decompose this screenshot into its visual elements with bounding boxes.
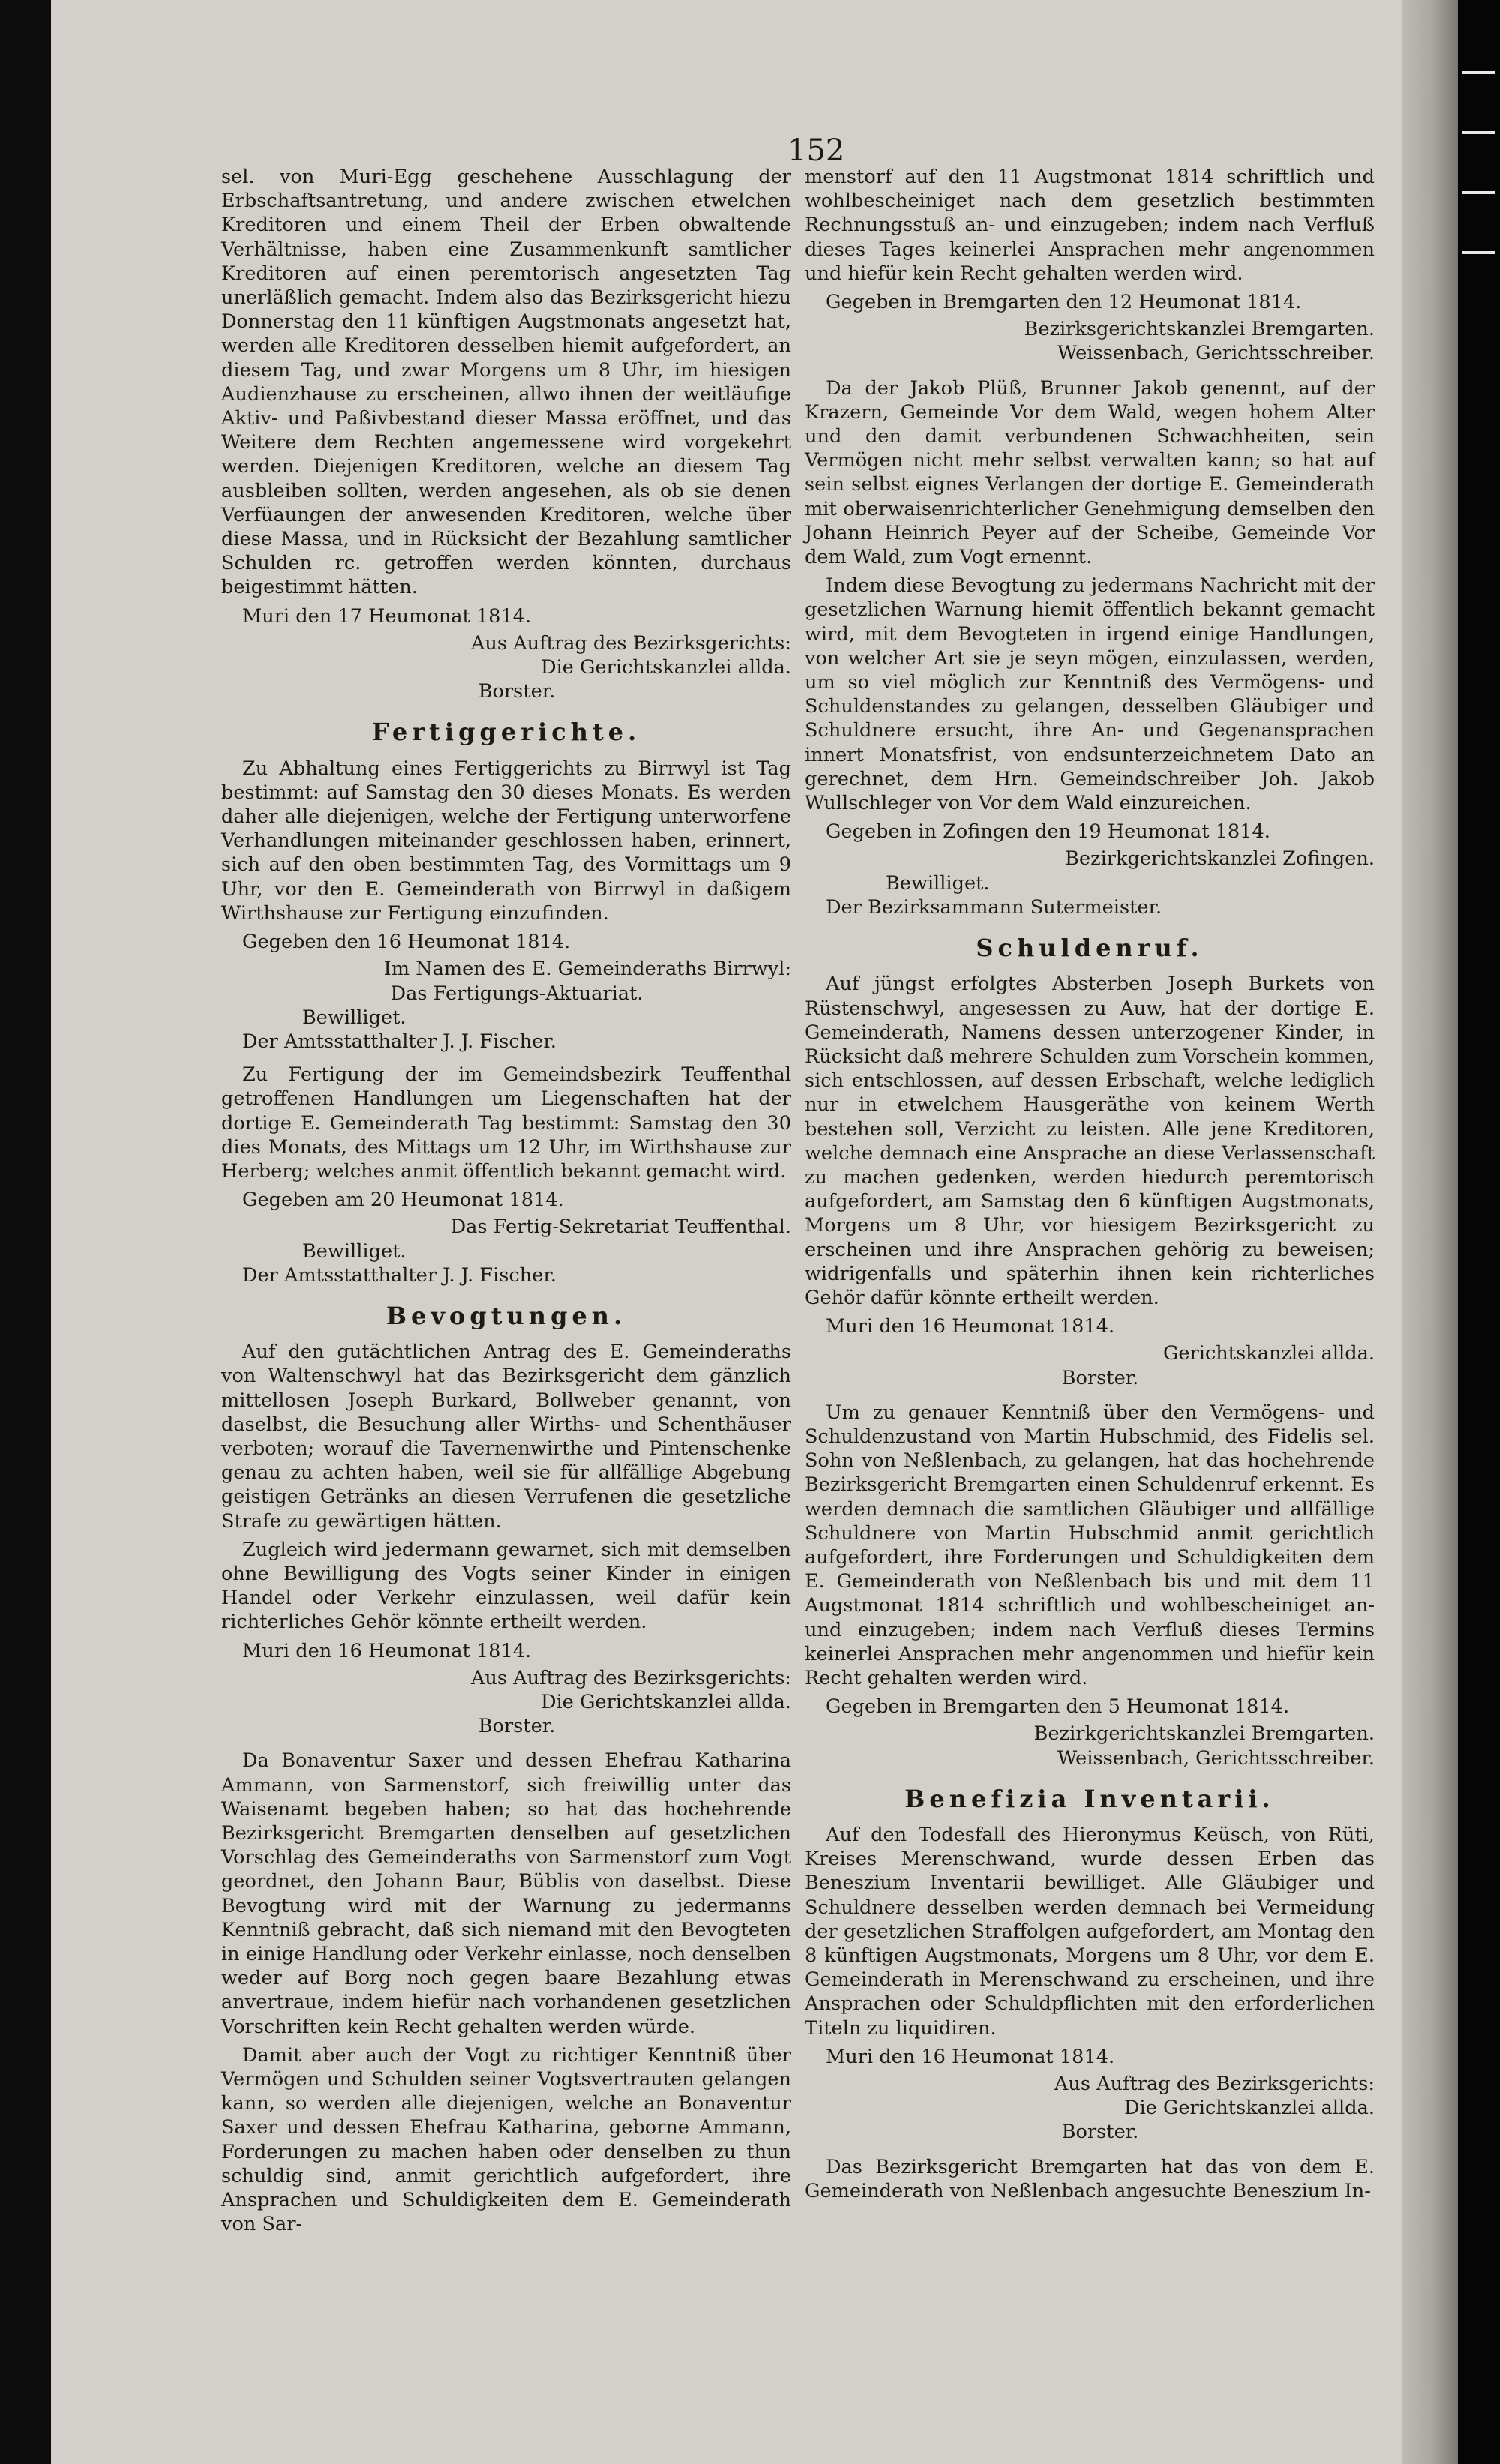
- signature-name: Borster.: [1061, 1366, 1139, 1389]
- paragraph: Auf den gutächtlichen Antrag des E. Gemeinderaths von Waltenschwyl hat das Bezirksgericht dem gänzlich mittellosen Joseph Burkard, Bollweber genannt, von daselbst, die Besuchung aller Wirths- und Schenthäuser verboten; worauf die Tavernenwirthe und Pintenschenke genau zu achten haben, weil sie für allfällige Abgebung geistigen Getränks an diesen Verrufenen die gesetzliche Strafe zu gewärtigen hätten.: [221, 1341, 791, 1533]
- date-line: Gegeben in Zofingen den 19 Heumonat 1814.: [826, 820, 1270, 844]
- date-line: Muri den 16 Heumonat 1814.: [826, 1315, 1115, 1338]
- signature-line: Die Gerichtskanzlei allda.: [540, 1690, 791, 1713]
- paragraph: Zu Fertigung der im Gemeindsbezirk Teuffenthal getroffenen Handlungen um Liegenschaften hat der dortige E. Gemeinderath Tag bestimmt: Samstag den 30 dies Monats, des Mittags um 12 Uhr, im Wirthshause zur Herberg; welches anmit öffentlich bekannt gemacht wird.: [221, 1063, 791, 1183]
- date-line: Muri den 16 Heumonat 1814.: [826, 2045, 1115, 2068]
- left-column: [221, 165, 791, 2241]
- scan-edge-strip: [1458, 0, 1500, 2464]
- paragraph: Auf jüngst erfolgtes Absterben Joseph Burkets von Rüstenschwyl, angesessen zu Auw, hat der dortige E. Gemeinderath, Namens dessen unterzogener Kinder, in Rücksicht daß mehrere Schulden zum Vorschein kommen, sich entschlossen, auf dessen Erbschaft, welche lediglich nur in etwelchem Hausgeräthe von keinem Werth bestehen soll, Verzicht zu leisten. Alle jene Kreditoren, welche demnach eine Ansprache an diese Verlassenschaft zu machen gedenken, werden hiedurch peremtorisch aufgefordert, am Samstag den 6 künftigen Augstmonats, Morgens um 8 Uhr, vor hiesigem Bezirksgericht zu erscheinen und ihre Ansprachen gehörig zu beweisen; widrigenfalls und späterhin ihnen kein richterliches Gehör dafür könnte ertheilt werden.: [805, 973, 1375, 1309]
- signature-line: Die Gerichtskanzlei allda.: [1124, 2097, 1375, 2120]
- paragraph: Indem diese Bevogtung zu jedermans Nachricht mit der gesetzlichen Warnung hiemit öffentlich bekannt gemacht wird, mit dem Bevogteten in irgend einige Handlungen, von welcher Art sie je seyn mögen, einzulassen, werden, um so viel möglich zur Kenntniß des Vermögens- und Schuldenstandes zu gelangen, desselben Gläubiger und Schuldnere ersucht, ihre An- und Gegenansprachen innert Monatsfrist, von endsunterzeichnetem Dato an gerechnet, dem Hrn. Gemeindschreiber Joh. Jakob Wullschleger von Vor dem Wald einzureichen.: [805, 574, 1375, 815]
- paragraph: Um zu genauer Kenntniß über den Vermögens- und Schuldenzustand von Martin Hubschmid, des Fidelis sel. Sohn von Neßlenbach, zu gelangen, hat das hochehrende Bezirksgericht Bremgarten einen Schuldenruf erkennt. Es werden demnach die samtlichen Gläubiger und allfällige Schuldnere von Martin Hubschmid anmit gerichtlich aufgefordert, ihre Forderungen und Schuldigkeiten dem E. Gemeinderath von Neßlenbach bis und mit dem 11 Augstmonat 1814 schriftlich und wohlbescheiniget an- und einzugeben; indem nach Verfluß dieses Termins keinerlei Ansprachen mehr angenommen und hiefür kein Recht gehalten werden wird.: [805, 1401, 1375, 1689]
- date-line: Muri den 16 Heumonat 1814.: [242, 1639, 532, 1662]
- scan-ruler-tick: [1462, 191, 1496, 194]
- official-line: Der Amtsstatthalter J. J. Fischer.: [242, 1263, 556, 1287]
- section-heading-benefizia: Benefizia Inventarii.: [904, 1784, 1275, 1813]
- signature-name: Borster.: [478, 680, 556, 703]
- paragraph: sel. von Muri-Egg geschehene Ausschlagung der Erbschaftsantretung, und andere zwischen etwelchen Kreditoren und einem Theil der Erben obwaltende Verhältnisse, haben eine Zusammenkunft samtlicher Kreditoren auf einen peremtorisch angesetzten Tag unerläßlich gemacht. Indem also das Bezirksgericht hiezu Donnerstag den 11 künftigen Augstmonats angesetzt hat, werden alle Kreditoren desselben hiemit aufgefordert, an diesem Tag, und zwar Morgens um 8 Uhr, im hiesigen Audienzhause zu erscheinen, allwo ihnen der weitläufige Aktiv- und Paßivbestand dieser Massa eröffnet, und das Weitere dem Rechten angemessene wird vorgekehrt werden. Diejenigen Kreditoren, welche an diesem Tag ausbleiben sollten, werden angesehen, als ob sie denen Verfüaungen der anwesenden Kreditoren, welche über diese Massa, und in Rücksicht der Bezahlung samtlicher Schulden rc. getroffen werden könnten, durchaus beigestimmt hätten.: [221, 166, 791, 599]
- scan-ruler-tick: [1462, 131, 1496, 134]
- section-heading-schuldenruf: Schuldenruf.: [976, 934, 1204, 963]
- section-heading-bevogtungen: Bevogtungen.: [386, 1301, 627, 1330]
- paragraph: Auf den Todesfall des Hieronymus Keüsch, von Rüti, Kreises Merenschwand, wurde dessen Erben das Beneszium Inventarii bewilliget. Alle Gläubiger und Schuldnere desselben werden demnach bei Vermeidung der gesetzlichen Straffolgen aufgefordert, am Montag den 8 künftigen Augstmonats, Morgens um 8 Uhr, vor dem E. Gemeinderath in Merenschwand zu erscheinen, und ihre Ansprachen oder Schuldpflichten mit den erforderlichen Titeln zu liquidiren.: [805, 1824, 1375, 2040]
- signature-line: Aus Auftrag des Bezirksgerichts:: [470, 631, 791, 655]
- official-line: Der Amtsstatthalter J. J. Fischer.: [242, 1030, 556, 1053]
- paragraph: Zugleich wird jedermann gewarnet, sich mit demselben ohne Bewilligung des Vogts seiner Kinder in einigen Handel oder Verkehr einzulassen, weil dafür kein richterliches Gehör könnte ertheilt werden.: [221, 1538, 791, 1634]
- signature-line: Gerichtskanzlei allda.: [1162, 1342, 1375, 1365]
- signature-name: Borster.: [478, 1715, 556, 1738]
- signature-name: Borster.: [1061, 2121, 1139, 2144]
- signature-line: Weissenbach, Gerichtsschreiber.: [1057, 1746, 1375, 1770]
- signature-line: Bezirkgerichtskanzlei Zofingen.: [1065, 847, 1375, 871]
- approval-line: Bewilliget.: [302, 1006, 406, 1029]
- paragraph: Das Bezirksgericht Bremgarten hat das von dem E. Gemeinderath von Neßlenbach angesuchte Beneszium In-: [805, 2155, 1375, 2202]
- signature-line: Die Gerichtskanzlei allda.: [540, 656, 791, 679]
- signature-line: Im Namen des E. Gemeinderaths Birrwyl:: [383, 958, 791, 981]
- page-fold-shadow: [1402, 0, 1458, 2464]
- page-number: 152: [788, 133, 845, 168]
- approval-line: Bewilliget.: [886, 871, 990, 895]
- signature-line: Weissenbach, Gerichtsschreiber.: [1057, 342, 1375, 365]
- paragraph: Da Bonaventur Saxer und dessen Ehefrau Katharina Ammann, von Sarmenstorf, sich freiwillig unter das Waisenamt begeben haben; so hat das hochehrende Bezirksgericht Bremgarten denselben auf gesetzlichen Vorschlag des Gemeinderaths von Sarmenstorf zum Vogt geordnet, den Johann Baur, Büblis von daselbst. Diese Bevogtung wird mit der Warnung zu jedermanns Kenntniß gebracht, daß sich niemand mit den Bevogteten in einige Handlung oder Verkehr einlasse, noch denselben weder auf Borg noch gegen baare Bezahlung etwas anvertraue, indem hiefür nach vorhandenen gesetzlichen Vorschriften kein Recht gehalten werden würde.: [221, 1749, 791, 2038]
- signature-line: Bezirkgerichtskanzlei Bremgarten.: [1034, 1722, 1375, 1746]
- scan-ruler-tick: [1462, 71, 1496, 74]
- signature-line: Aus Auftrag des Bezirksgerichts:: [470, 1666, 791, 1689]
- paragraph: Zu Abhaltung eines Fertiggerichts zu Birrwyl ist Tag bestimmt: auf Samstag den 30 dieses Monats. Es werden daher alle diejenigen, welche der Fertigung unterworfene Verhandlungen miteinander geschlossen haben, erinnert, sich auf den oben bestimmten Tag, des Vormittags um 9 Uhr, vor den E. Gemeinderath von Birrwyl in daßigem Wirthshause zur Fertigung einzufinden.: [221, 757, 791, 925]
- approval-line: Bewilliget.: [302, 1239, 406, 1263]
- date-line: Muri den 17 Heumonat 1814.: [242, 604, 532, 628]
- section-heading-fertiggerichte: Fertiggerichte.: [371, 718, 641, 747]
- paragraph: menstorf auf den 11 Augstmonat 1814 schriftlich und wohlbescheiniget nach dem gesetzlich bestimmten Rechnungsstuß an- und einzugeben; indem nach Verfluß dieses Tages keinerlei Ansprachen mehr angenommen und hiefür kein Recht gehalten werden wird.: [805, 166, 1375, 285]
- signature-line: Das Fertig-Sekretariat Teuffenthal.: [450, 1216, 791, 1239]
- signature-line: Aus Auftrag des Bezirksgerichts:: [1054, 2073, 1375, 2096]
- date-line: Gegeben in Bremgarten den 12 Heumonat 1814.: [826, 291, 1302, 314]
- scan-ruler-tick: [1462, 251, 1496, 254]
- right-column: [805, 165, 1375, 2208]
- signature-line: Bezirksgerichtskanzlei Bremgarten.: [1024, 318, 1375, 341]
- paragraph: Damit aber auch der Vogt zu richtiger Kenntniß über Vermögen und Schulden seiner Vogtsvertrauten gelangen kann, so werden alle diejenigen, welche an Bonaventur Saxer und dessen Ehefrau Katharina, geborne Ammann, Forderungen zu machen haben oder denselben zu thun schuldig sind, anmit gerichtlich aufgefordert, ihre Ansprachen und Schuldigkeiten dem E. Gemeinderath von Sar-: [221, 2043, 791, 2236]
- paragraph: Da der Jakob Plüß, Brunner Jakob genennt, auf der Krazern, Gemeinde Vor dem Wald, wegen hohem Alter und den damit verbundenen Schwachheiten, sein Vermögen nicht mehr selbst verwalten kann; so hat auf sein selbst eignes Verlangen der dortige E. Gemeinderath mit oberwaisenrichterlicher Genehmigung demselben den Johann Heinrich Peyer auf der Scheibe, Gemeinde Vor dem Wald, zum Vogt ernennt.: [805, 376, 1375, 569]
- date-line: Gegeben den 16 Heumonat 1814.: [242, 931, 571, 954]
- signature-line: Das Fertigungs-Aktuariat.: [390, 982, 644, 1005]
- official-line: Der Bezirksammann Sutermeister.: [826, 895, 1162, 919]
- date-line: Gegeben in Bremgarten den 5 Heumonat 1814.: [826, 1695, 1290, 1719]
- date-line: Gegeben am 20 Heumonat 1814.: [242, 1189, 564, 1212]
